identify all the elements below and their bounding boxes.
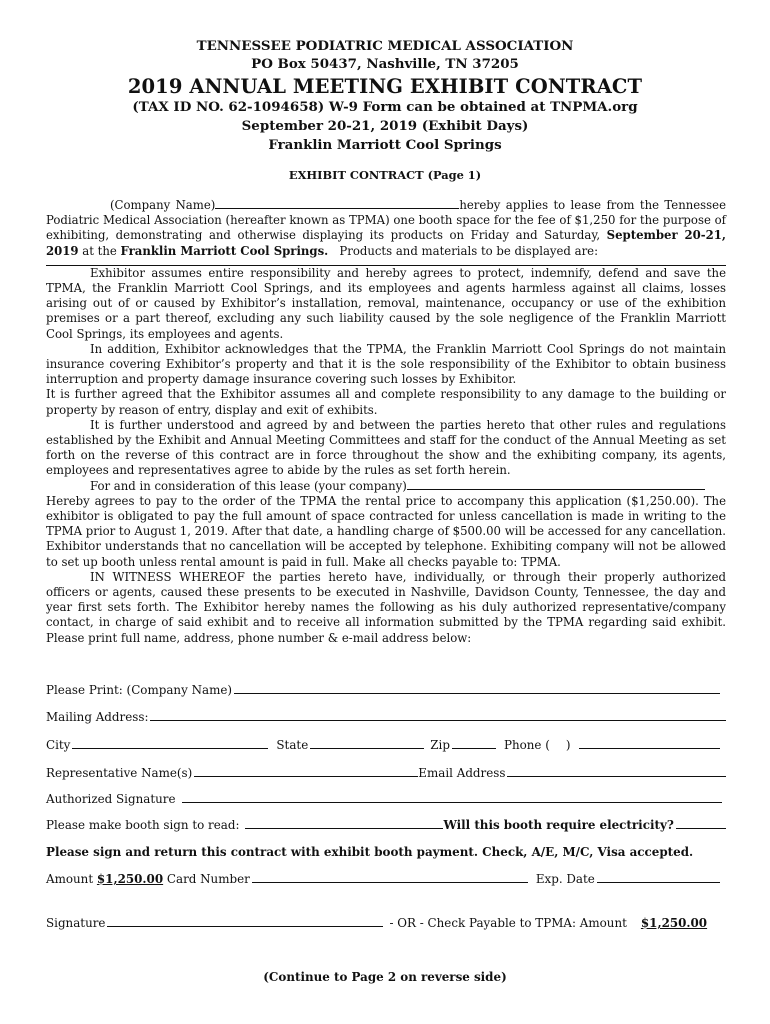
card-number-field[interactable] [252,872,528,883]
witness-paragraph: IN WITNESS WHEREOF the parties hereto have, individually, or through their properly authorized officers or agents, caused these presents to be executed in Nashville, Davidson County, Tennessee, the day and year first sets forth. The Exhibitor hereby names the following as his duly authorized representative/company contact, in charge of said exhibit and to receive all information submitted by the TPMA regarding said exhibit. Please print full name, address, phone number & e-mail address below: [46,569,726,645]
city-field[interactable] [72,738,268,749]
consideration-lead: For and in consideration of this lease (your company) [46,479,726,494]
return-note: Please sign and return this contract with exhibit booth payment. Check, A/E, M/C, Visa accepted. [46,845,694,859]
check-amount: $1,250.00 [640,916,708,930]
org-name: TENNESSEE PODIATRIC MEDICAL ASSOCIATION [196,38,574,54]
indemnity-paragraph: Exhibitor assumes entire responsibility and hereby agrees to protect, indemnify, defend and save the TPMA, the Franklin Marriott Cool Springs, and its employees and agents harmless against all claims, losses arising out of or caused by Exhibitor’s installation, removal, maintenance, occupancy or use of the exhibition premises or a part thereof, excluding any such liability caused by the sole negligence of the Franklin Marriott Cool Springs, its employees and agents. [46,265,726,341]
continue-note: (Continue to Page 2 on reverse side) [263,970,507,984]
contract-body [46,198,726,646]
authorized-signature-field[interactable] [182,792,723,803]
mailing-address-row: Mailing Address: [46,710,726,724]
state-field[interactable] [310,738,424,749]
payment-row: Amount $1,250.00 Card Number Exp. Date [46,872,726,886]
venue-name: Franklin Marriott Cool Springs [268,137,502,153]
payment-paragraph: Hereby agrees to pay to the order of the TPMA the rental price to accompany this application ($1,250.00). The exhibitor is obligated to pay the full amount of space contracted for unless cancellation is made in writing to the TPMA prior to August 1, 2019. After that date, a handling charge of $500.00 will be accessed for any cancellation. Exhibitor understands that no cancellation will be accepted by telephone. Exhibiting company will not be allowed to set up booth unless rental amount is paid in full. Make all checks payable to: TPMA. [46,493,726,569]
your-company-line[interactable] [407,479,705,490]
booth-sign-row: Please make booth sign to read: Will this booth require electricity? [46,818,726,832]
event-venue: Franklin Marriott Cool Springs. [120,243,329,258]
email-field[interactable] [507,766,726,777]
company-name-field-row: Please Print: (Company Name) [46,683,726,697]
representative-field[interactable] [194,766,418,777]
tax-id-line: (TAX ID NO. 62-1094658) W-9 Form can be obtained at TNPMA.org [132,99,638,115]
exhibit-dates: September 20-21, 2019 (Exhibit Days) [241,118,529,134]
electricity-field[interactable] [676,818,726,829]
contract-subtitle: EXHIBIT CONTRACT (Page 1) [288,168,482,182]
page-title: 2019 ANNUAL MEETING EXHIBIT CONTRACT [127,75,643,98]
intro-paragraph: (Company Name) hereby applies to lease from the Tennessee Podiatric Medical Association (hereafter known as TPMA) one booth space for the fee of $1,250 for the purpose of exhibiting, demonstrating and otherwise displaying its products on Friday and Saturday, September 20-21, 2019 at the Franklin Marriott Cool Springs. Products and materials to be displayed are: [46,198,726,258]
company-name-field[interactable] [234,683,720,694]
phone-field[interactable] [579,738,720,749]
exp-date-field[interactable] [597,872,720,883]
mailing-address-field[interactable] [150,710,726,721]
damage-paragraph: It is further agreed that the Exhibitor assumes all and complete responsibility to any damage to the building or property by reason of entry, display and exit of exhibits. [46,387,726,417]
rules-paragraph: It is further understood and agreed by and between the parties hereto that other rules and regulations established by the Exhibit and Annual Meeting Committees and staff for the conduct of the Annual Meeting as set forth on the reverse of this contract are in force throughout the show and the exhibiting company, its agents, employees and representatives agree to abide by the rules as set forth herein. [46,417,726,478]
zip-field[interactable] [452,738,496,749]
booth-sign-field[interactable] [245,818,443,829]
city-state-zip-row: City State Zip Phone ( ) [46,738,726,752]
products-line[interactable] [46,259,726,266]
insurance-paragraph: In addition, Exhibitor acknowledges that the TPMA, the Franklin Marriott Cool Springs do not maintain insurance covering Exhibitor’s property and that it is the sole responsibility of the Exhibitor to obtain business interruption and property damage insurance covering such losses by Exhibitor. [46,341,726,387]
authorized-signature-row: Authorized Signature [46,792,726,806]
company-name-line[interactable] [215,198,459,209]
signature-row: Signature - OR - Check Payable to TPMA: Amount $1,250.00 [46,916,708,930]
company-name-label: (Company Name) [110,198,216,212]
amount-value: $1,250.00 [96,872,164,886]
signature-field[interactable] [107,916,383,927]
electricity-question: Will this booth require electricity? [443,818,674,832]
org-address: PO Box 50437, Nashville, TN 37205 [251,56,519,72]
representative-row: Representative Name(s) Email Address [46,766,726,780]
event-date: September 20-21, 2019 [46,228,726,258]
